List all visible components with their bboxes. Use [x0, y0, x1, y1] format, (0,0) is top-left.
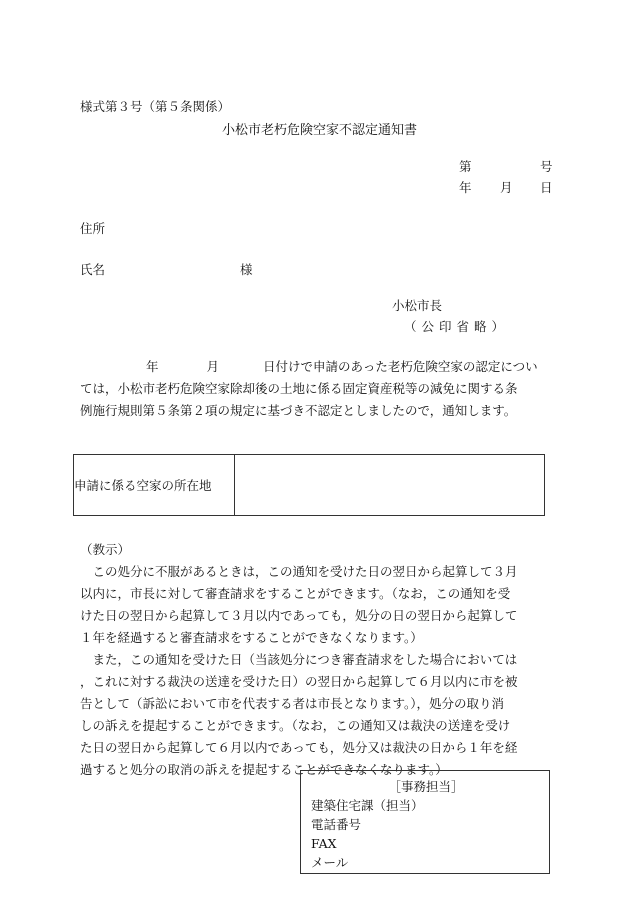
notice-number-suffix: 号: [540, 159, 553, 174]
notice-heading: （教示）: [80, 542, 131, 557]
contact-email-label: メール: [311, 855, 349, 870]
address-label: 住所: [80, 221, 106, 236]
contact-phone-label: 電話番号: [311, 817, 362, 832]
body-line-1-text: 日付けで申請のあった老朽危険空家の認定につい: [263, 359, 538, 374]
notice-line: ，これに対する裁決の送達を受けた日）の翌日から起算して６月以内に市を被: [80, 674, 518, 689]
body-line-3: 例施行規則第５条第２項の規定に基づき不認定としましたので，通知します。: [80, 403, 517, 418]
date-month-label: 月: [500, 180, 513, 195]
notice-line: 過すると処分の取消の訴えを提起することができなくなります。）: [80, 762, 448, 777]
property-location-table: [73, 454, 545, 516]
issuer-title: 小松市長: [392, 298, 443, 313]
contact-fax-label: FAX: [311, 836, 337, 851]
name-honorific: 様: [240, 262, 253, 277]
notice-line: 以内に，市長に対して審査請求をすることができます。（なお，この通知を受: [80, 586, 511, 601]
body-month: 月: [206, 359, 220, 374]
notice-line: しの訴えを提起することができます。（なお，この通知又は裁決の送達を受け: [80, 718, 511, 733]
notice-line: た日の翌日から起算して６月以内であっても，処分又は裁決の日から１年を経: [80, 740, 518, 755]
body-line-1: [80, 356, 550, 378]
appeal-notice: [80, 539, 550, 781]
seal-omitted-note: （公印省略）: [404, 319, 510, 334]
property-location-value: [235, 455, 545, 516]
notice-line: けた日の翌日から起算して３月以内であっても，処分の日の翌日から起算して: [80, 608, 518, 623]
property-location-label: 申請に係る空家の所在地: [74, 455, 235, 516]
name-label: 氏名: [80, 262, 106, 277]
form-number: 様式第３号（第５条関係）: [80, 99, 231, 114]
notice-line: １年を経過すると審査請求をすることができなくなります。）: [80, 630, 423, 645]
notice-line: 告として（訴訟において市を代表する者は市長となります。），処分の取り消: [80, 696, 505, 711]
notification-body: [80, 356, 550, 422]
body-year: 年: [146, 359, 159, 374]
contact-box: [300, 770, 550, 874]
notice-line: また，この通知を受けた日（当該処分につき審査請求をした場合においては: [80, 652, 518, 667]
contact-department: 建築住宅課（担当）: [311, 798, 424, 813]
notice-line: この処分に不服があるときは，この通知を受けた日の翌日から起算して３月: [80, 564, 518, 579]
date-day-label: 日: [540, 180, 553, 195]
body-line-2: ては，小松市老朽危険空家除却後の土地に係る固定資産税等の減免に関する条: [80, 381, 518, 396]
notice-number-label: 第: [459, 159, 472, 174]
date-year-label: 年: [459, 180, 472, 195]
document-title: 小松市老朽危険空家不認定通知書: [222, 123, 418, 138]
contact-heading: ［事務担当］: [388, 779, 464, 794]
